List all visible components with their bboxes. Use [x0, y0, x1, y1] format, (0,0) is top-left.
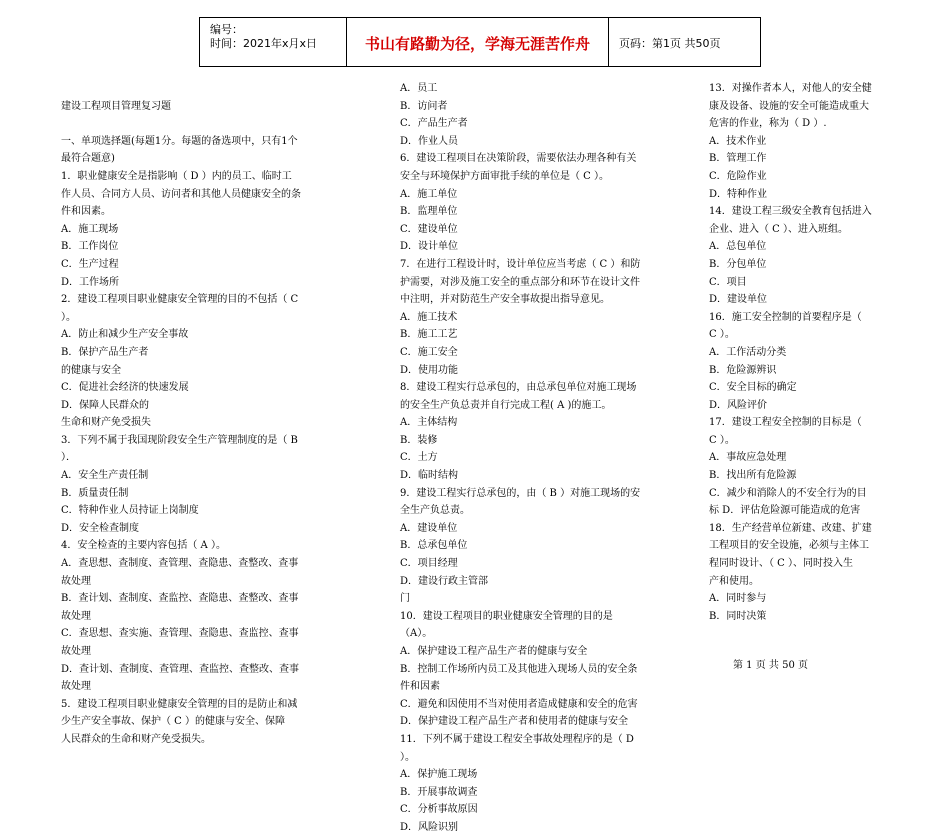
line-segment: 分 — [766, 346, 777, 358]
text-line: 13．对操作者本人，对他人的安全健 — [709, 83, 872, 94]
line-segment: 与 — [756, 593, 767, 605]
text-line: D．保护建设工程产品生产者和使用者的健康与安全 — [400, 716, 629, 728]
text-line: 中注明，并对防范生产安全事故提出指导意见。 — [400, 294, 610, 306]
option-item: C．特种作业人员持证上岗制度 — [61, 505, 199, 517]
option-item: B．工作岗位 — [61, 241, 119, 253]
text-line: 程同时设计、（ C ）、同时投入生 — [709, 558, 854, 570]
line-segment: 作 — [746, 135, 757, 147]
header-page-cell — [609, 18, 760, 66]
text-line: C．查思想、查实施、查管理、查隐患、查监控、查事 — [61, 628, 299, 640]
text-line: 安全与环境保护方面审批手续的单位是（ C ）。 — [400, 170, 610, 182]
text-line: 护需要，对涉及施工安全的重点部分和环节在设计文件 — [400, 276, 640, 288]
text-line: 故处理 — [61, 681, 91, 693]
justified-line — [709, 449, 904, 467]
line-segment: ． — [716, 170, 727, 182]
text-line: B．找出所有危险源 — [709, 470, 797, 482]
option-item: A．保护施工现场 — [400, 769, 478, 781]
option-pair — [400, 449, 687, 484]
line-segment: 类 — [776, 346, 787, 358]
text-line: 门 — [400, 593, 410, 605]
text-line: 16．施工安全控制的首要程序是（ — [709, 311, 862, 323]
text-line: 产和使用。 — [709, 575, 759, 587]
option-pair — [61, 221, 350, 256]
text-line: 6．建设工程项目在决策阶段，需要依法办理各种有关 — [400, 153, 637, 165]
option-item: A．安全生产责任制 — [61, 470, 149, 482]
option-pair — [400, 115, 687, 150]
option-pair — [400, 309, 687, 344]
text-line: 建设工程项目管理复习题 — [61, 100, 171, 112]
text-column-middle — [400, 80, 687, 837]
text-line: 2．建设工程项目职业健康安全管理的目的不包括（ C — [61, 294, 299, 306]
text-line: 10．建设工程项目的职业健康安全管理的目的是 — [400, 610, 613, 622]
page-header — [199, 17, 761, 67]
text-line: 9．建设工程实行总承包的，由（ B ）对施工现场的安 — [400, 487, 641, 499]
option-item: B．访问者 — [400, 100, 448, 112]
text-line — [61, 80, 350, 98]
line-segment: 动 — [756, 346, 767, 358]
text-line: A．保护建设工程产品生产者的健康与安全 — [400, 646, 588, 657]
line-segment: 标 — [756, 382, 767, 394]
option-item: C．建设单位 — [400, 223, 458, 235]
option-pair — [61, 256, 350, 291]
line-segment: A — [709, 346, 717, 358]
option-item: C．产品生产者 — [400, 118, 468, 130]
text-line: 17．建设工程安全控制的目标是（ — [709, 417, 862, 429]
option-pair — [61, 326, 350, 361]
page-footer: 第 1 页 共 50 页 — [733, 660, 808, 671]
option-item: D．临时结构 — [400, 470, 459, 482]
line-segment: 作 — [736, 346, 747, 358]
line-segment: 理 — [776, 452, 787, 464]
option-item: D．安全检查制度 — [61, 522, 140, 534]
line-segment: 目 — [746, 382, 757, 394]
document-number-label: 编号： — [210, 23, 243, 36]
option-item: C．土方 — [400, 452, 438, 464]
justified-line — [709, 133, 904, 151]
text-line: 生命和财产免受损失 — [61, 417, 151, 429]
line-segment: 同 — [726, 593, 737, 605]
line-segment: 定 — [786, 382, 797, 394]
option-pair — [61, 379, 350, 414]
text-line: B．危险源辨识 — [709, 364, 777, 376]
option-item: D．使用功能 — [400, 364, 459, 376]
option-item: B．装修 — [400, 434, 438, 446]
line-segment: 业 — [756, 170, 767, 182]
option-item: B．保护产品生产者 — [61, 346, 149, 358]
line-segment: ． — [716, 452, 727, 464]
line-segment: 术 — [736, 135, 747, 147]
line-segment: 急 — [756, 452, 767, 464]
text-line: 的健康与安全 — [61, 364, 121, 376]
text-line: 标 D．评估危险源可能造成的危害 — [709, 505, 861, 517]
text-line: ）。 — [400, 751, 415, 763]
text-line: B．分包单位 — [709, 258, 767, 270]
option-pair — [400, 766, 687, 801]
line-segment: 安 — [726, 382, 737, 394]
text-line: 最符合题意) — [61, 153, 115, 165]
line-segment: C — [709, 276, 717, 288]
option-item: A．主体结构 — [400, 417, 458, 429]
text-line: C ）。 — [709, 329, 735, 341]
option-pair — [400, 221, 687, 256]
text-line: B．查计划、查制度、查监控、查隐患、查整改、查事 — [61, 593, 299, 605]
text-line: 少生产安全事故、保护（ C ）的健康与安全、保障 — [61, 716, 286, 728]
text-line: （A）。 — [400, 628, 433, 640]
text-line: 3．下列不属于我国现阶段安全生产管理制度的是（ B — [61, 434, 298, 446]
justified-line — [709, 168, 904, 186]
line-segment: A — [709, 593, 717, 605]
line-segment: 故 — [736, 452, 747, 464]
justified-line — [709, 590, 904, 608]
line-segment: 作 — [746, 170, 757, 182]
text-column-left — [61, 80, 350, 749]
text-column-right — [709, 80, 904, 625]
option-pair — [61, 467, 350, 502]
justified-line — [709, 379, 904, 397]
option-item: C．分析事故原因 — [400, 804, 478, 816]
line-segment: 目 — [736, 276, 747, 288]
line-segment: 位 — [756, 241, 767, 253]
option-pair — [400, 801, 687, 836]
option-item: B．施工工艺 — [400, 329, 458, 341]
line-segment: ． — [716, 346, 727, 358]
line-segment: 参 — [746, 593, 757, 605]
line-segment: A — [709, 135, 717, 147]
line-segment: A — [709, 452, 717, 464]
option-item: A．员工 — [400, 83, 438, 94]
text-line: 故处理 — [61, 610, 91, 622]
line-segment: ． — [716, 593, 727, 605]
line-segment: 工 — [726, 346, 737, 358]
option-item: D．作业人员 — [400, 135, 459, 147]
text-line: 故处理 — [61, 646, 91, 657]
text-line: D．风险评价 — [709, 399, 768, 411]
option-item: C．促进社会经济的快速发展 — [61, 382, 189, 394]
option-item: B．总承包单位 — [400, 540, 468, 552]
line-segment: 确 — [776, 382, 787, 394]
text-line: C．避免和因使用不当对使用者造成健康和安全的危害 — [400, 698, 638, 710]
header-meta-cell — [200, 18, 347, 66]
justified-line — [709, 344, 904, 362]
option-item: A．防止和减少生产安全事故 — [61, 329, 189, 341]
line-segment: C — [709, 382, 717, 394]
text-line: A．查思想、查制度、查管理、查隐患、查整改、查事 — [61, 558, 299, 570]
text-line: 8．建设工程实行总承包的，由总承包单位对施工现场 — [400, 382, 637, 394]
text-line: 1．职业健康安全是指影响（ D ）内的员工、临时工 — [61, 170, 292, 182]
text-line: C．减少和消除人的不安全行为的目 — [709, 487, 867, 499]
option-item: A．建设单位 — [400, 522, 458, 534]
line-segment: C — [709, 170, 717, 182]
text-line: 康及设备、设施的安全可能造成重大 — [709, 100, 869, 112]
line-segment: 事 — [726, 452, 737, 464]
text-line: 工程项目的安全设施，必须与主体工 — [709, 540, 869, 552]
text-line: 一、单项选择题(每题1分。每题的备选项中，只有1个 — [61, 135, 298, 147]
text-line: 人民群众的生命和财产免受损失。 — [61, 733, 211, 745]
text-line: B．同时决策 — [709, 610, 767, 622]
line-segment: 的 — [766, 382, 777, 394]
option-item: D．建设行政主管部 — [400, 575, 489, 587]
text-line: D．特种作业 — [709, 188, 768, 200]
option-item: D．工作场所 — [61, 276, 120, 288]
text-line: ）． — [61, 452, 76, 464]
text-line: 危害的作业，称为（ D ）. — [709, 118, 827, 130]
text-line: 18．生产经营单位新建、改建、扩建 — [709, 522, 872, 534]
line-segment: 单 — [746, 241, 757, 253]
text-line: D．建设单位 — [709, 294, 768, 306]
line-segment: 处 — [766, 452, 777, 464]
option-item: A．施工技术 — [400, 311, 458, 323]
line-segment: 时 — [736, 593, 747, 605]
text-line: 全生产负总责。 — [400, 505, 470, 517]
line-segment: 险 — [736, 170, 747, 182]
option-item: C．施工安全 — [400, 346, 458, 358]
option-pair — [400, 80, 687, 115]
header-motto: 书山有路勤为径，学海无涯苦作舟 — [364, 35, 590, 53]
option-item: A．施工单位 — [400, 188, 458, 200]
option-pair — [400, 186, 687, 221]
text-line: C ）。 — [709, 434, 735, 446]
line-segment: A — [709, 241, 717, 253]
line-segment: 包 — [736, 241, 747, 253]
line-segment: 应 — [746, 452, 757, 464]
option-item: D．保障人民群众的 — [61, 399, 150, 411]
line-segment: 活 — [746, 346, 757, 358]
line-segment: 全 — [736, 382, 747, 394]
line-segment: ． — [716, 135, 727, 147]
header-motto-cell — [347, 18, 609, 66]
document-time-label: 时间：2021年x月x日 — [210, 37, 318, 50]
text-line: 4．安全检查的主要内容包括（ A ）。 — [61, 540, 226, 552]
header-page-label: 页码：第1页 共50页 — [619, 37, 721, 50]
line-segment: ． — [716, 382, 727, 394]
option-pair — [61, 502, 350, 537]
option-pair — [400, 520, 687, 555]
option-pair — [400, 414, 687, 449]
option-item: C．生产过程 — [61, 258, 119, 270]
text-line: 7．在进行工程设计时，设计单位应当考虑（ C ）和防 — [400, 258, 641, 270]
text-line: ）。 — [61, 311, 76, 323]
text-line: B．控制工作场所内员工及其他进入现场人员的安全条 — [400, 663, 638, 675]
option-item: B．质量责任制 — [61, 487, 129, 499]
text-line: D．查计划、查制度、查管理、查监控、查整改、查事 — [61, 663, 300, 675]
text-line: 5．建设工程项目职业健康安全管理的目的是防止和减 — [61, 698, 298, 710]
line-segment: 总 — [726, 241, 737, 253]
text-line: 的安全生产负总责并自行完成工程( A )的施工。 — [400, 399, 612, 411]
text-line: 件和因素。 — [61, 206, 111, 218]
text-line: 11．下列不属于建设工程安全事故处理程序的是（ D — [400, 733, 634, 745]
text-line: 作人员、合同方人员、访问者和其他人员健康安全的条 — [61, 188, 301, 200]
option-item: B．开展事故调查 — [400, 786, 478, 798]
justified-line — [709, 274, 904, 292]
text-line: B．管理工作 — [709, 153, 767, 165]
justified-line — [709, 238, 904, 256]
line-segment: 技 — [726, 135, 737, 147]
option-item: D．设计单位 — [400, 241, 459, 253]
text-line: 企业、进入（ C ）、进入班组。 — [709, 223, 849, 235]
text-line: 14．建设工程三级安全教育包括进入 — [709, 206, 872, 218]
line-segment: ． — [716, 276, 727, 288]
option-item: D．风险识别 — [400, 821, 459, 833]
line-segment: 项 — [726, 276, 737, 288]
option-item: C．项目经理 — [400, 558, 458, 570]
text-line: 件和因素 — [400, 681, 440, 693]
line-segment: ． — [716, 241, 727, 253]
line-segment: 业 — [756, 135, 767, 147]
option-pair — [400, 344, 687, 379]
option-item: B．监理单位 — [400, 206, 458, 218]
option-pair — [400, 555, 687, 590]
text-line — [61, 115, 350, 133]
line-segment: 危 — [726, 170, 737, 182]
option-item: A．施工现场 — [61, 223, 119, 235]
text-line: 故处理 — [61, 575, 91, 587]
